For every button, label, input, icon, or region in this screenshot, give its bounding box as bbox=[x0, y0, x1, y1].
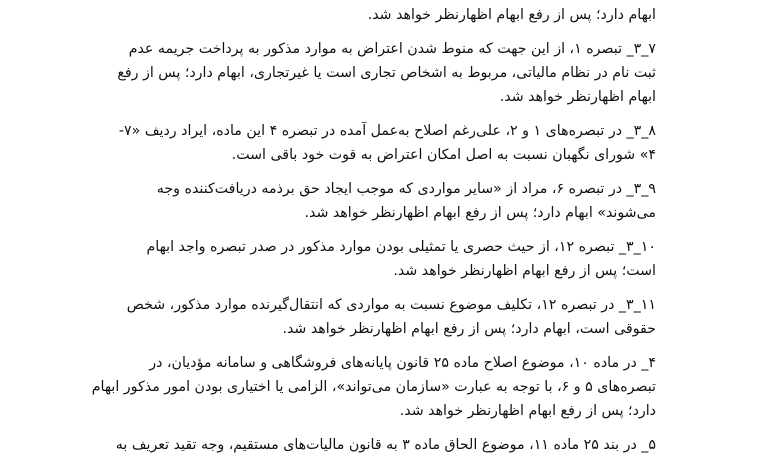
text-line: ۹_۳_ در تبصره ۶، مراد از «سایر مواردی که موجب ایجاد حق برذمه دریافت‌کننده وجه bbox=[156, 181, 656, 197]
text-line: حقوقی است، ابهام دارد؛ پس از رفع ابهام اظهارنظر خواهد شد. bbox=[282, 321, 656, 337]
paragraph-gap bbox=[124, 225, 656, 235]
paragraph-gap bbox=[124, 27, 656, 37]
text-line: ۷_۳_ تبصره ۱، از این جهت که منوط شدن اعتراض به موارد مذکور به پرداخت جریمه عدم bbox=[128, 41, 656, 57]
text-line: تبصره‌های ۵ و ۶، با توجه به عبارت «سازمان می‌تواند»، الزامی یا اختیاری بودن امور مذکور ابهام bbox=[91, 379, 656, 395]
text-line: ابهام دارد؛ پس از رفع ابهام اظهارنظر خواهد شد. bbox=[367, 7, 656, 23]
paragraph-8 bbox=[115, 433, 656, 457]
text-line: است؛ پس از رفع ابهام اظهارنظر خواهد شد. bbox=[393, 263, 656, 279]
document-body bbox=[91, 0, 656, 457]
paragraph-5 bbox=[124, 235, 656, 283]
paragraph-gap bbox=[124, 167, 656, 177]
paragraph-gap bbox=[124, 109, 656, 119]
paragraph-gap bbox=[124, 283, 656, 293]
text-line: دارد؛ پس از رفع ابهام اظهارنظر خواهد شد. bbox=[399, 403, 656, 419]
text-line: می‌شوند» ابهام دارد؛ پس از رفع ابهام اظهارنظر خواهد شد. bbox=[304, 205, 656, 221]
text-line: ۵_ در بند ۲۵ ماده ۱۱، موضوع الحاق ماده ۳ به قانون مالیات‌های مستقیم، وجه تقید تعریف به bbox=[115, 437, 656, 453]
paragraph-3 bbox=[118, 119, 656, 167]
paragraph-gap bbox=[124, 341, 656, 351]
paragraph-gap bbox=[124, 423, 656, 433]
text-line: ابهام اظهارنظر خواهد شد. bbox=[499, 89, 656, 105]
paragraph-1 bbox=[124, 3, 656, 27]
text-line: ۴_ در ماده ۱۰، موضوع اصلاح ماده ۲۵ قانون پایانه‌های فروشگاهی و سامانه مؤدیان، در bbox=[149, 355, 656, 371]
paragraph-4 bbox=[124, 177, 656, 225]
text-line: ثبت نام در نظام مالیاتی، مربوط به اشخاص تجاری است یا غیرتجاری، ابهام دارد؛ پس از رفع bbox=[117, 65, 656, 81]
paragraph-2 bbox=[117, 37, 656, 109]
paragraph-6 bbox=[124, 293, 656, 341]
text-line: ۴» شورای نگهبان نسبت به اصل امکان اعتراض به قوت خود باقی است. bbox=[231, 147, 656, 163]
text-line: ۱۰_۳_ تبصره ۱۲، از حیث حصری یا تمثیلی بودن موارد مذکور در صدر تبصره واجد ابهام bbox=[146, 239, 656, 255]
text-line: ۸_۳_ در تبصره‌های ۱ و ۲، علی‌رغم اصلاح به‌عمل آمده در تبصره ۴ این ماده، ایراد ردیف «۷- bbox=[118, 123, 656, 139]
paragraph-7 bbox=[91, 351, 656, 423]
text-line: ۱۱_۳_ در تبصره ۱۲، تکلیف موضوع نسبت به مواردی که انتقال‌گیرنده موارد مذکور، شخص bbox=[126, 297, 656, 313]
